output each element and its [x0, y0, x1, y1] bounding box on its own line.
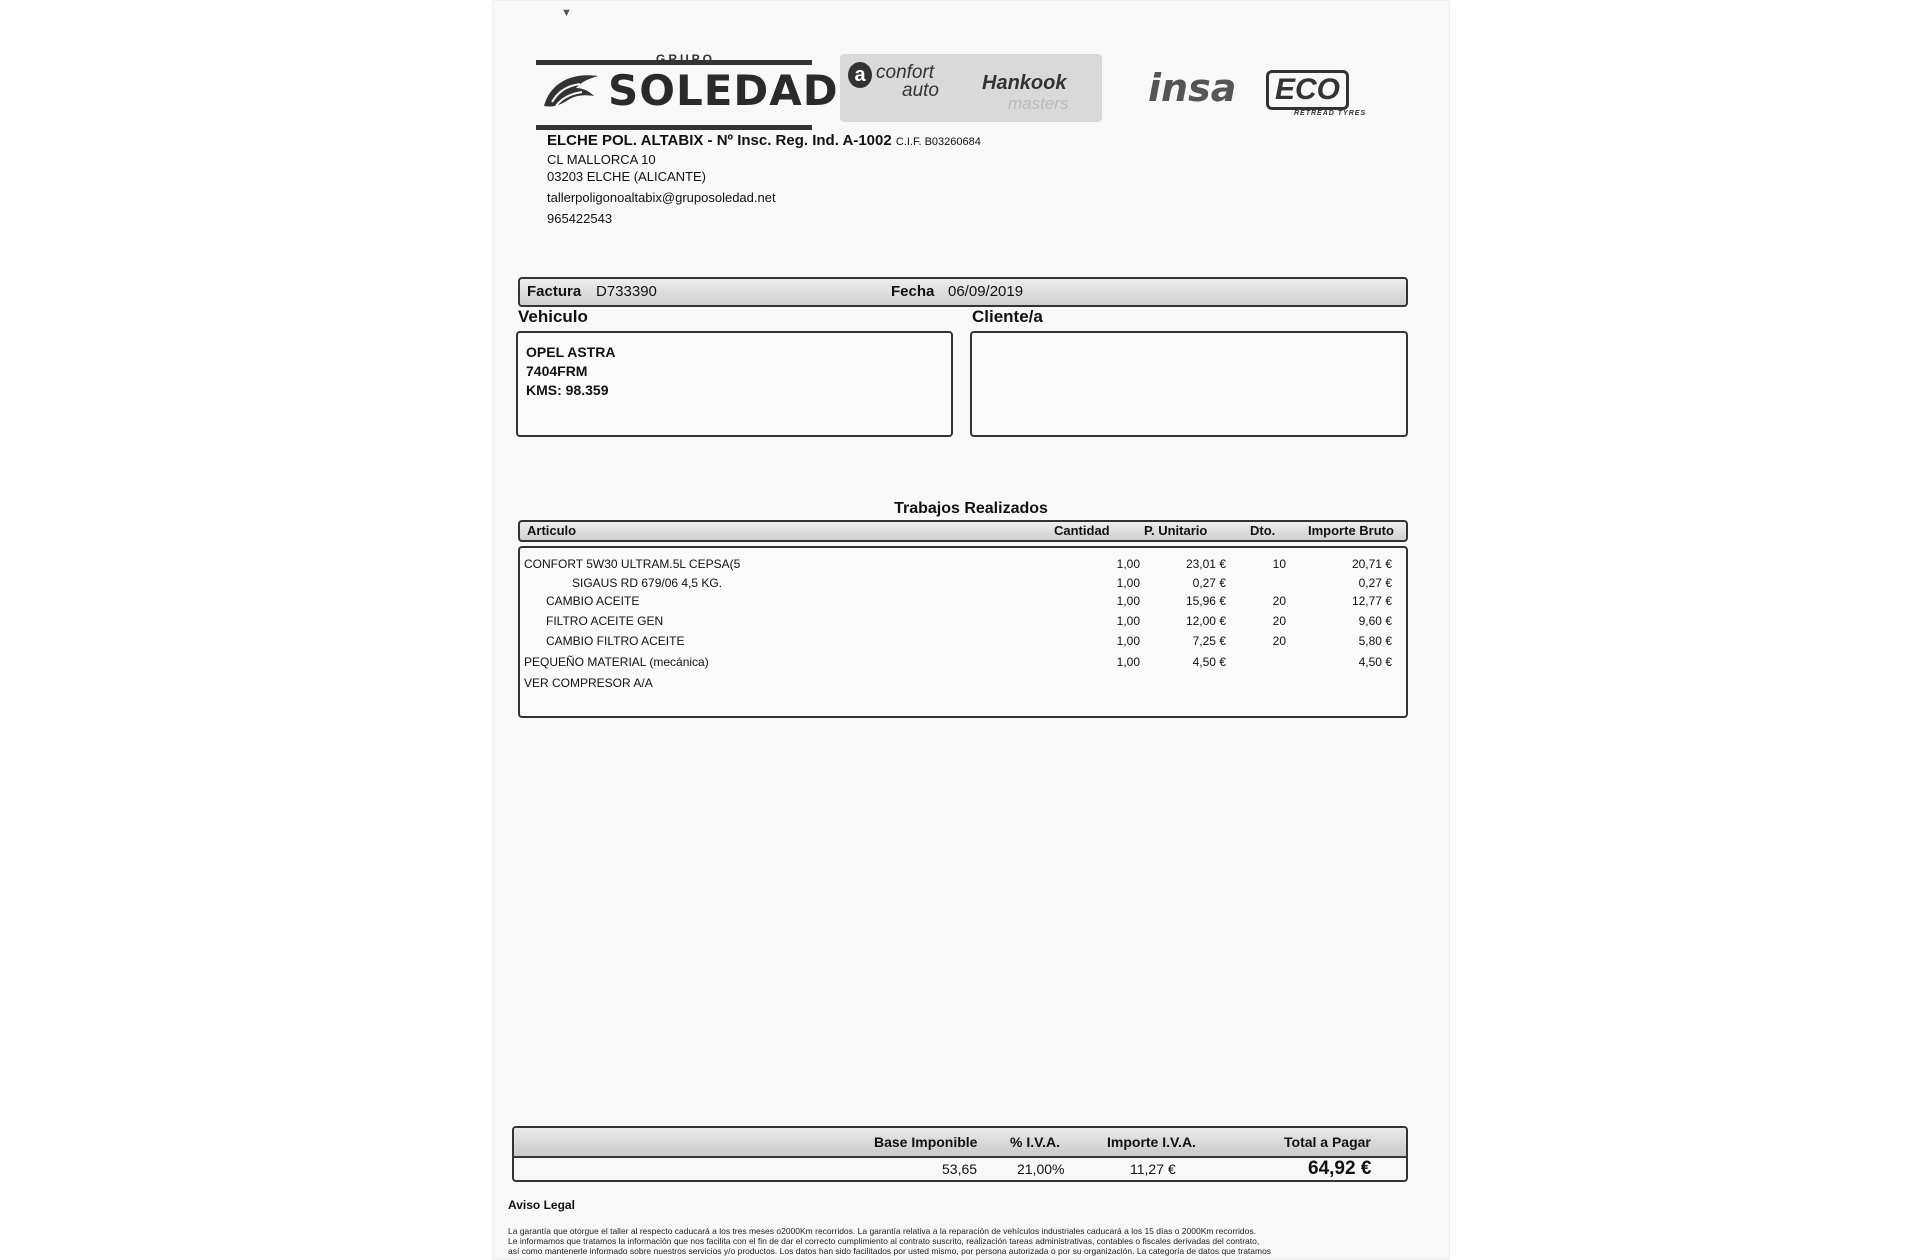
- company-email: tallerpoligonoaltabix@gruposoledad.net: [547, 190, 776, 205]
- item-unit-price: 4,50 €: [1192, 655, 1226, 669]
- item-discount: 10: [1272, 557, 1286, 571]
- item-quantity: 1,00: [1116, 655, 1140, 669]
- soledad-logo-name: SOLEDAD: [608, 66, 839, 115]
- soledad-logo-group: GRUPO: [656, 52, 716, 66]
- eagle-icon: [540, 66, 602, 114]
- confort-line2: auto: [902, 80, 939, 101]
- company-name-line: ELCHE POL. ALTABIX - Nº Insc. Reg. Ind. A-1002: [547, 132, 892, 149]
- legal-title: Aviso Legal: [508, 1198, 575, 1212]
- item-description: FILTRO ACEITE GEN: [546, 614, 664, 628]
- item-unit-price: 15,96 €: [1185, 594, 1226, 608]
- vehicle-box: [516, 331, 953, 437]
- base-imponible-label: Base Imponible: [874, 1134, 978, 1150]
- invoice-page: [492, 0, 1450, 1260]
- hankook-masters-text: masters: [1008, 94, 1069, 113]
- table-row: [520, 675, 1406, 693]
- item-quantity: 1,00: [1116, 614, 1140, 628]
- table-row: [520, 556, 1406, 574]
- soledad-logo: [536, 52, 839, 120]
- company-phone: 965422543: [547, 211, 613, 226]
- retread-logo-text: RETREAD TYRES: [1294, 110, 1367, 117]
- invoice-header-bar: [518, 277, 1408, 307]
- vehicle-kms: KMS: 98.359: [526, 382, 609, 398]
- vehicle-plate: 7404FRM: [526, 363, 588, 379]
- table-row: [520, 633, 1406, 651]
- company-address-2: 03203 ELCHE (ALICANTE): [547, 169, 706, 184]
- hankook-logo-text: Hankook: [982, 72, 1067, 94]
- iva-amount-value: 11,27 €: [1130, 1161, 1176, 1177]
- totals-header: [514, 1128, 1406, 1158]
- item-total: 9,60 €: [1358, 614, 1392, 628]
- factura-label: Factura: [527, 283, 582, 300]
- item-description: VER COMPRESOR A/A: [524, 676, 653, 690]
- totals-values: [514, 1158, 1406, 1180]
- total-value: 64,92 €: [1308, 1158, 1372, 1179]
- item-unit-price: 12,00 €: [1185, 614, 1226, 628]
- confort-line1: confort: [876, 62, 935, 83]
- item-description: CAMBIO FILTRO ACEITE: [546, 634, 685, 648]
- items-box: [518, 546, 1408, 718]
- confort-logo-text: [860, 64, 939, 100]
- company-info: [547, 132, 981, 227]
- vehicle-title: Vehiculo: [518, 307, 588, 326]
- iva-amount-label: Importe I.V.A.: [1107, 1134, 1196, 1150]
- company-address-1: CL MALLORCA 10: [547, 152, 656, 167]
- item-total: 12,77 €: [1351, 594, 1392, 608]
- item-total: 5,80 €: [1358, 634, 1392, 648]
- item-unit-price: 0,27 €: [1192, 576, 1226, 590]
- company-registration: [547, 132, 981, 151]
- fecha-value: 06/09/2019: [948, 283, 1024, 300]
- factura-number: D733390: [596, 283, 657, 300]
- legal-text: [508, 1226, 1434, 1256]
- item-description: CONFORT 5W30 ULTRAM.5L CEPSA(5: [524, 557, 741, 571]
- insa-logo-text: insa: [1148, 66, 1237, 110]
- col-cantidad: Cantidad: [1054, 523, 1110, 538]
- legal-line-3: así como mantenerle informado sobre nuestros servicios y/o productos. Los datos han sido facilitados por usted mismo, por persona autorizada o por su organización. La categoría de datos que tratamos: [508, 1246, 1272, 1256]
- table-row: [520, 613, 1406, 631]
- corner-mark: ▼: [561, 7, 572, 19]
- base-imponible-value: 53,65: [942, 1161, 978, 1177]
- iva-pct-label: % I.V.A.: [1010, 1134, 1061, 1150]
- client-box: [970, 331, 1408, 437]
- item-total: 20,71 €: [1351, 557, 1392, 571]
- confort-hankook-logo: [840, 54, 1102, 122]
- item-quantity: 1,00: [1116, 594, 1140, 608]
- item-quantity: 1,00: [1116, 557, 1140, 571]
- legal-line-2: Le informamos que tratamos la información que nos facilita con el fin de dar el correcto cumplimiento al contrato suscrito, realización tareas administrativas, contables o fiscales derivadas del contrato,: [508, 1236, 1260, 1246]
- items-header: [518, 520, 1408, 542]
- item-description: CAMBIO ACEITE: [546, 594, 640, 608]
- item-total: 0,27 €: [1358, 576, 1392, 590]
- col-articulo: Articulo: [527, 523, 577, 538]
- company-cif: C.I.F. B03260684: [895, 136, 981, 148]
- item-discount: 20: [1272, 634, 1286, 648]
- item-discount: 20: [1272, 614, 1286, 628]
- item-description: PEQUEÑO MATERIAL (mecánica): [524, 655, 709, 669]
- item-quantity: 1,00: [1116, 634, 1140, 648]
- eco-logo-text: ECO: [1266, 70, 1349, 110]
- confort-badge-icon: a: [848, 62, 872, 88]
- legal-line-1: La garantía que otorgue el taller al respecto caducará a los tres meses o2000Km recorridos. La garantía relativa a la reparación de vehículos industriales caducará a los 15 días o 2000Km recorridos.: [508, 1226, 1256, 1236]
- item-total: 4,50 €: [1358, 655, 1392, 669]
- item-quantity: 1,00: [1116, 576, 1140, 590]
- fecha-label: Fecha: [891, 283, 935, 300]
- iva-pct-value: 21,00%: [1017, 1161, 1065, 1177]
- totals-box: [512, 1126, 1408, 1182]
- vehicle-model: OPEL ASTRA: [526, 344, 616, 360]
- client-title: Cliente/a: [972, 307, 1043, 326]
- col-importe: Importe Bruto: [1308, 523, 1394, 538]
- items-title: Trabajos Realizados: [894, 500, 1048, 517]
- insa-eco-logo: [1148, 66, 1378, 122]
- total-label: Total a Pagar: [1284, 1134, 1371, 1150]
- table-row: [520, 575, 1406, 593]
- item-description: SIGAUS RD 679/06 4,5 KG.: [572, 576, 723, 590]
- table-row: [520, 654, 1406, 672]
- item-unit-price: 23,01 €: [1185, 557, 1226, 571]
- item-unit-price: 7,25 €: [1192, 634, 1226, 648]
- col-dto: Dto.: [1250, 523, 1276, 538]
- col-p-unitario: P. Unitario: [1144, 523, 1208, 538]
- item-discount: 20: [1272, 594, 1286, 608]
- table-row: [520, 593, 1406, 611]
